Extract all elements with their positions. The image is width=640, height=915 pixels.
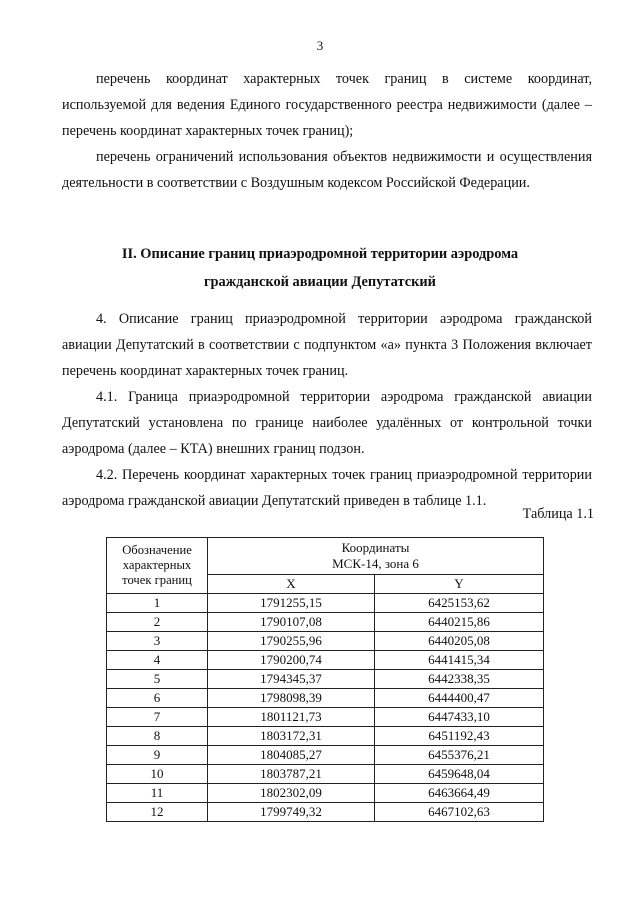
point-number-cell: 6	[107, 689, 208, 708]
point-number-cell: 9	[107, 746, 208, 765]
intro-paragraph-2: перечень ограничений использования объектов недвижимости и осуществления деятельности в соответствии с Воздушным кодексом Российской Федерации.	[62, 149, 592, 191]
y-coordinate-cell: 6455376,21	[375, 746, 544, 765]
y-coordinate-cell: 6442338,35	[375, 670, 544, 689]
header-coordinates-title: Координаты	[341, 540, 410, 555]
point-number-cell: 11	[107, 784, 208, 803]
x-coordinate-cell: 1803787,21	[208, 765, 375, 784]
y-coordinate-cell: 6463664,49	[375, 784, 544, 803]
table-row	[107, 632, 544, 651]
body-paragraph-4: 4. Описание границ приаэродромной территории аэродрома гражданской авиации Депутатский в соответствии с подпунктом «а» пункта 3 Положения включает перечень координат характерных точек границ.	[62, 311, 592, 379]
y-coordinate-cell: 6447433,10	[375, 708, 544, 727]
x-coordinate-cell: 1799749,32	[208, 803, 375, 822]
point-number-cell: 12	[107, 803, 208, 822]
header-point-designation: Обозначение характерных точек границ	[107, 538, 208, 594]
table-row	[107, 689, 544, 708]
point-number-cell: 2	[107, 613, 208, 632]
table-row	[107, 670, 544, 689]
x-coordinate-cell: 1790255,96	[208, 632, 375, 651]
intro-paragraph-1: перечень координат характерных точек границ в системе координат, используемой для ведения Единого государственного реестра недвижимости (далее – перечень координат характерных точек границ);	[62, 71, 592, 139]
table-row	[107, 765, 544, 784]
y-coordinate-cell: 6467102,63	[375, 803, 544, 822]
x-coordinate-cell: 1802302,09	[208, 784, 375, 803]
table-row	[107, 746, 544, 765]
y-coordinate-cell: 6444400,47	[375, 689, 544, 708]
point-number-cell: 3	[107, 632, 208, 651]
y-coordinate-cell: 6451192,43	[375, 727, 544, 746]
table-row	[107, 784, 544, 803]
x-coordinate-cell: 1790107,08	[208, 613, 375, 632]
y-coordinate-cell: 6441415,34	[375, 651, 544, 670]
header-x: X	[208, 575, 375, 594]
point-number-cell: 1	[107, 594, 208, 613]
y-coordinate-cell: 6440215,86	[375, 613, 544, 632]
x-coordinate-cell: 1794345,37	[208, 670, 375, 689]
point-number-cell: 10	[107, 765, 208, 784]
x-coordinate-cell: 1791255,15	[208, 594, 375, 613]
table-row	[107, 803, 544, 822]
table-header-row	[107, 538, 544, 575]
x-coordinate-cell: 1798098,39	[208, 689, 375, 708]
y-coordinate-cell: 6425153,62	[375, 594, 544, 613]
page-number: 3	[316, 38, 324, 53]
y-coordinate-cell: 6459648,04	[375, 765, 544, 784]
header-coordinates	[208, 538, 544, 575]
x-coordinate-cell: 1803172,31	[208, 727, 375, 746]
body-paragraph-4-1: 4.1. Граница приаэродромной территории аэродрома гражданской авиации Депутатский установлена по границе наиболее удалённых от контрольной точки аэродрома (далее – КТА) внешних границ подзон.	[62, 389, 592, 457]
x-coordinate-cell: 1801121,73	[208, 708, 375, 727]
body-paragraph-4-2: 4.2. Перечень координат характерных точек границ приаэродромной территории аэродрома гражданской авиации Депутатский приведен в таблице 1.1.	[62, 467, 592, 509]
table-row	[107, 651, 544, 670]
header-coordinate-system: МСК-14, зона 6	[332, 556, 419, 571]
section-heading-line-1: II. Описание границ приаэродромной территории аэродрома	[121, 246, 519, 262]
table-row	[107, 708, 544, 727]
coordinates-table	[106, 537, 544, 822]
point-number-cell: 4	[107, 651, 208, 670]
intro-text	[62, 66, 592, 196]
table-row	[107, 727, 544, 746]
point-number-cell: 8	[107, 727, 208, 746]
section-heading	[0, 240, 640, 296]
table-caption: Таблица 1.1	[522, 506, 594, 522]
header-y: Y	[375, 575, 544, 594]
point-number-cell: 5	[107, 670, 208, 689]
x-coordinate-cell: 1790200,74	[208, 651, 375, 670]
point-number-cell: 7	[107, 708, 208, 727]
y-coordinate-cell: 6440205,08	[375, 632, 544, 651]
section-heading-line-2: гражданской авиации Депутатский	[204, 274, 436, 290]
table-row	[107, 594, 544, 613]
body-text	[62, 306, 592, 514]
table-row	[107, 613, 544, 632]
x-coordinate-cell: 1804085,27	[208, 746, 375, 765]
